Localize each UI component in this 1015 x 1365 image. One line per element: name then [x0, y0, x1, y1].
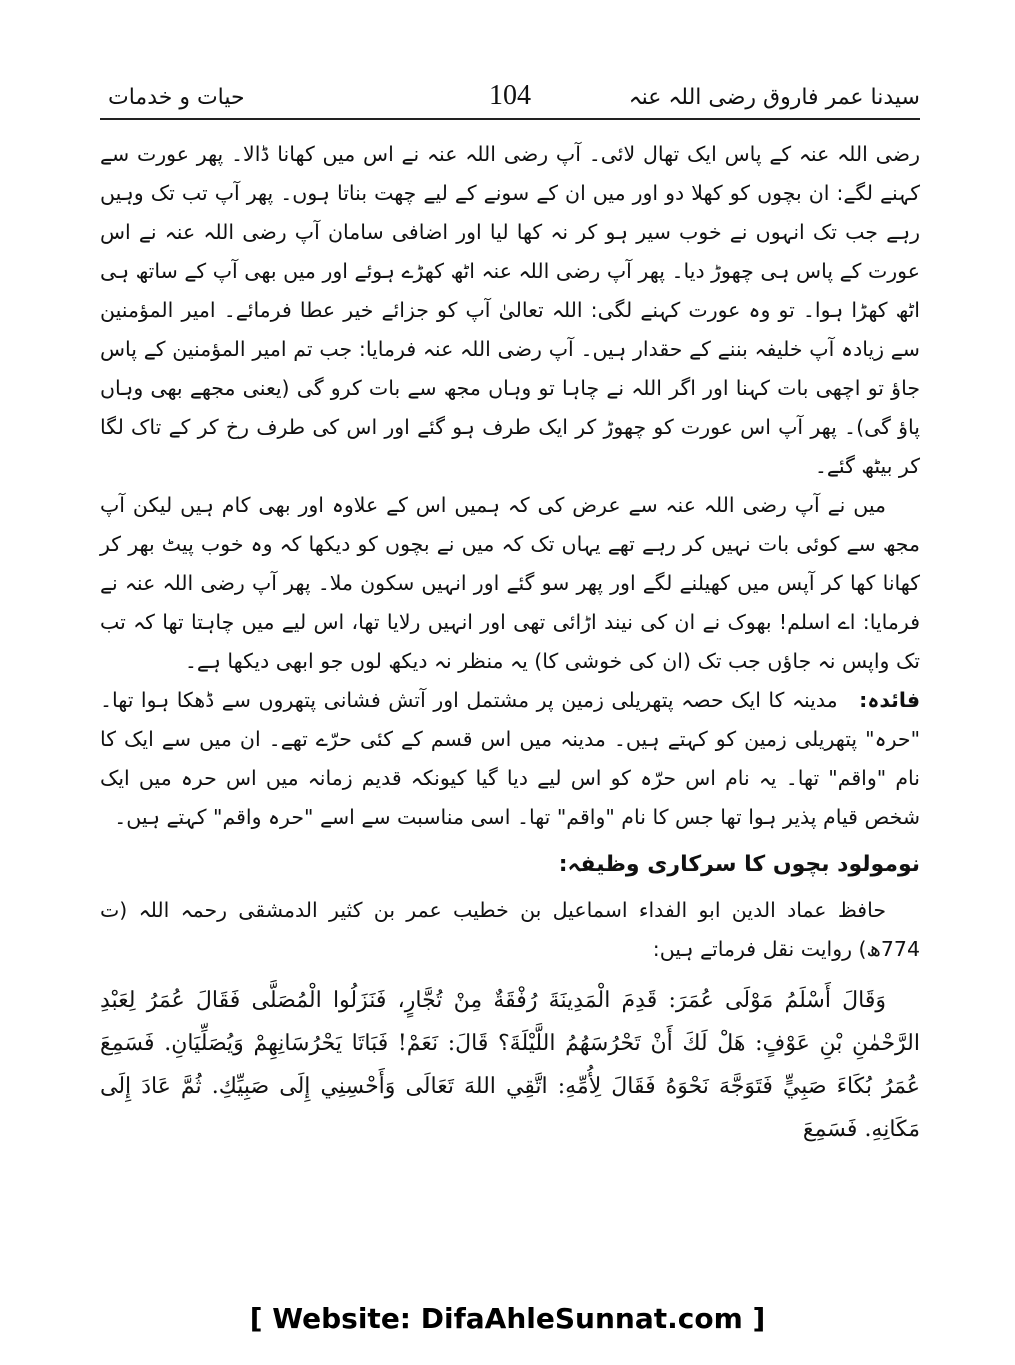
page-header [100, 78, 920, 120]
page-number: 104 [489, 80, 531, 111]
arabic-quote: وَقَالَ أَسْلَمُ مَوْلَى عُمَرَ: قَدِمَ الْمَدِينَةَ رُفْقَةٌ مِنْ تُجَّارٍ، فَنَزَلُوا الْمُصَلَّى فَقَالَ عُمَرُ لِعَبْدِ الرَّحْمٰنِ بْنِ عَوْفٍ: هَلْ لَكَ أَنْ تَحْرُسَهُمُ اللَّيْلَةَ؟ قَالَ: نَعَمْ! فَبَاتَا يَحْرُسَانِهِمْ وَيُصَلِّيَانِ. فَسَمِعَ عُمَرُ بُكَاءَ صَبِيٍّ فَتَوَجَّهَ نَحْوَهُ فَقَالَ لِأُمِّهِ: اتَّقِي اللهَ تَعَالَى وَأَحْسِنِي إِلَى صَبِيِّكِ. ثُمَّ عَادَ إِلَى مَكَانِهِ. فَسَمِعَ [100, 988, 920, 1142]
paragraph-2: میں نے آپ رضی اللہ عنہ سے عرض کی کہ ہمیں اس کے علاوہ اور بھی کام ہیں لیکن آپ مجھ سے کوئی بات نہیں کر رہے تھے یہاں تک کہ میں نے بچوں کو دیکھا کہ وہ خوب پیٹ بھر کر کھانا کھا کر آپس میں کھیلنے لگے اور پھر سو گئے اور انہیں سکون ملا۔ پھر آپ رضی اللہ عنہ نے فرمایا: اے اسلم! بھوک نے ان کی نیند اڑائی تھی اور انہیں رلایا تھا، اس لیے میں چاہتا تھا کہ تب تک واپس نہ جاؤں جب تک (ان کی خوشی کا) یہ منظر نہ دیکھ لوں جو ابھی دیکھا ہے۔ [100, 493, 920, 673]
page-body [100, 135, 920, 1151]
note-paragraph [100, 681, 920, 837]
section-subheading: نومولود بچوں کا سرکاری وظیفہ: [558, 852, 920, 877]
book-title: سیدنا عمر فاروق رضی اللہ عنہ [628, 85, 920, 110]
note-text: مدینہ کا ایک حصہ پتھریلی زمین پر مشتمل اور آتش فشانی پتھروں سے ڈھکا ہوا تھا۔ "حرہ" پتھریلی زمین کو کہتے ہیں۔ مدینہ میں اس قسم کے کئی حرّے تھے۔ ان میں سے ایک کا نام "واقم" تھا۔ یہ نام اس حرّہ کو اس لیے دیا گیا کیونکہ قدیم زمانہ میں اس حرہ میں ایک شخص قیام پذیر ہوا تھا جس کا نام "واقم" تھا۔ اسی مناسبت سے اسے "حرہ واقم" کہتے ہیں۔ [100, 688, 920, 829]
paragraph-1: رضی اللہ عنہ کے پاس ایک تھال لائی۔ آپ رضی اللہ عنہ نے اس میں کھانا ڈالا۔ پھر عورت سے کہنے لگے: ان بچوں کو کھلا دو اور میں ان کے سونے کے لیے چھت بناتا ہوں۔ پھر آپ تب تک وہیں رہے جب تک انہوں نے خوب سیر ہو کر نہ کھا لیا اور اضافی سامان آپ رضی اللہ عنہ نے اس عورت کے پاس ہی چھوڑ دیا۔ پھر آپ رضی اللہ عنہ اٹھ کھڑے ہوئے اور میں بھی آپ کے ساتھ ہی اٹھ کھڑا ہوا۔ تو وہ عورت کہنے لگی: اللہ تعالیٰ آپ کو جزائے خیر عطا فرمائے۔ امیر المؤمنین سے زیادہ آپ خلیفہ بننے کے حقدار ہیں۔ آپ رضی اللہ عنہ فرمایا: جب تم امیر المؤمنین کے پاس جاؤ تو اچھی بات کہنا اور اگر اللہ نے چاہا تو وہاں مجھ سے بات کرو گی (یعنی مجھے بھی وہاں پاؤ گی)۔ پھر آپ اس عورت کو چھوڑ کر ایک طرف ہو گئے اور اس کی طرف رخ کر کے تاک لگا کر بیٹھ گئے۔ [100, 142, 920, 478]
website-footer: [ Website: DifaAhleSunnat.com ] [249, 1302, 766, 1335]
note-label: فائدہ: [859, 688, 920, 712]
citation-paragraph: حافظ عماد الدین ابو الفداء اسماعیل بن خطیب عمر بن کثیر الدمشقی رحمہ اللہ (ت 774ھ) روایت نقل فرماتے ہیں: [100, 898, 920, 961]
section-title: حیات و خدمات [108, 85, 245, 110]
